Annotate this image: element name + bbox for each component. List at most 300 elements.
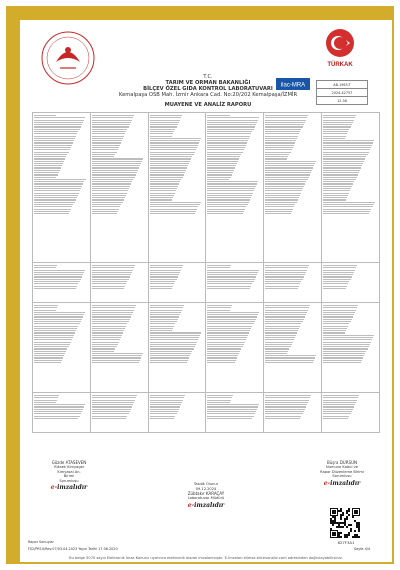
fine-print-line — [34, 286, 77, 287]
fine-print-line — [207, 133, 251, 134]
fine-print-line — [150, 190, 176, 191]
fine-print-line — [34, 288, 76, 289]
fine-print-line — [323, 209, 371, 210]
fine-print-line — [265, 193, 301, 194]
fine-print — [323, 395, 378, 419]
fine-print-line — [265, 400, 309, 401]
fine-print-line — [323, 140, 374, 141]
fine-print-line — [207, 281, 253, 282]
fine-print-line — [265, 332, 297, 333]
fine-print-line — [34, 163, 63, 164]
fine-print-line — [92, 133, 125, 134]
fine-print-line — [34, 397, 58, 398]
fine-print-line — [150, 142, 199, 143]
fine-print-line — [34, 276, 82, 277]
fine-print-line — [323, 281, 349, 282]
fine-print-line — [265, 395, 311, 396]
fine-print-line — [323, 152, 369, 153]
fine-print-line — [150, 362, 187, 363]
fine-print-line — [207, 117, 259, 118]
qr-module — [346, 512, 348, 514]
fine-print-line — [34, 353, 65, 354]
signature-right — [306, 460, 378, 487]
fine-print-line — [34, 126, 81, 127]
qr-module — [340, 522, 342, 524]
fine-print-line — [207, 199, 249, 200]
qr-module — [358, 524, 360, 526]
fine-print-line — [34, 199, 76, 200]
qr-module — [336, 526, 338, 528]
fine-print-line — [207, 323, 253, 324]
fine-print-line — [323, 181, 354, 182]
qr-module — [356, 524, 358, 526]
fine-print — [323, 265, 378, 289]
fine-print-line — [323, 328, 347, 329]
fine-print-line — [34, 283, 78, 284]
fine-print-line — [34, 342, 71, 343]
qr-module — [340, 526, 342, 528]
fine-print-line — [207, 136, 250, 137]
qr-module — [346, 510, 348, 512]
fine-print-line — [265, 335, 296, 336]
fine-print — [207, 115, 262, 214]
table-cell — [148, 393, 206, 433]
fine-print-line — [34, 195, 78, 196]
fine-print-line — [265, 270, 307, 271]
qr-module — [358, 522, 360, 524]
fine-print — [150, 395, 205, 419]
qr-module — [352, 516, 354, 518]
fine-print-line — [265, 147, 292, 148]
fine-print-line — [323, 183, 353, 184]
qr-module — [338, 510, 340, 512]
fine-print-line — [323, 360, 362, 361]
fine-print-line — [265, 288, 298, 289]
fine-print-line — [34, 272, 84, 273]
fine-print — [207, 305, 262, 363]
fine-print-line — [207, 307, 231, 308]
fine-print-line — [34, 115, 56, 116]
fine-print-line — [92, 286, 125, 287]
qr-module — [332, 516, 334, 518]
fine-print-line — [207, 279, 254, 280]
qr-module — [348, 514, 350, 516]
qr-module — [338, 524, 340, 526]
fine-print-line — [34, 326, 78, 327]
fine-print-line — [150, 397, 185, 398]
fine-print-line — [150, 267, 182, 268]
table-cell — [148, 113, 206, 263]
fine-print-line — [207, 188, 255, 189]
fine-print-line — [150, 339, 198, 340]
fine-print-line — [207, 276, 255, 277]
fine-print — [92, 265, 147, 289]
fine-print-line — [92, 357, 141, 358]
fine-print-line — [265, 142, 295, 143]
fine-print — [323, 305, 378, 363]
fine-print — [34, 395, 89, 419]
fine-print-line — [34, 305, 58, 306]
fine-print-line — [265, 310, 308, 311]
fine-print-line — [323, 307, 357, 308]
fine-print-line — [150, 179, 182, 180]
fine-print-line — [150, 411, 178, 412]
fine-print-line — [207, 400, 231, 401]
fine-print-line — [150, 156, 193, 157]
fine-print-line — [150, 353, 192, 354]
fine-print-line — [92, 332, 123, 333]
fine-print-line — [323, 170, 360, 171]
fine-print-line — [92, 344, 118, 345]
fine-print-line — [265, 120, 306, 121]
fine-print-line — [323, 416, 349, 417]
fine-print-line — [323, 206, 372, 207]
fine-print-line — [34, 346, 69, 347]
fine-print-line — [92, 129, 128, 130]
qr-module — [358, 530, 360, 532]
fine-print-line — [265, 197, 298, 198]
fine-print-line — [265, 276, 303, 277]
fine-print-line — [150, 181, 181, 182]
fine-print-line — [34, 413, 81, 414]
fine-print-line — [265, 202, 296, 203]
fine-print-line — [265, 319, 303, 320]
fine-print-line — [150, 165, 188, 166]
fine-print-line — [323, 283, 348, 284]
fine-print-line — [92, 406, 132, 407]
fine-print-line — [150, 147, 197, 148]
fine-print-line — [323, 133, 347, 134]
fine-print-line — [207, 204, 247, 205]
fine-print-line — [207, 120, 257, 121]
fine-print-line — [150, 307, 183, 308]
table-cell — [33, 393, 91, 433]
fine-print-line — [150, 129, 176, 130]
fine-print-line — [150, 265, 183, 266]
fine-print-line — [150, 360, 188, 361]
fine-print-line — [323, 286, 347, 287]
fine-print-line — [323, 319, 352, 320]
fine-print-line — [34, 411, 82, 412]
table-cell — [322, 113, 380, 263]
fine-print-line — [265, 156, 288, 157]
fine-print-line — [323, 190, 350, 191]
qr-module — [330, 518, 332, 520]
table-cell — [322, 263, 380, 303]
fine-print-line — [34, 267, 56, 268]
fine-print-line — [34, 177, 56, 178]
signer-dept: Kimyasal An. — [57, 469, 81, 474]
fine-print-line — [323, 193, 349, 194]
fine-print-line — [150, 328, 174, 329]
fine-print — [92, 305, 147, 363]
fine-print-line — [323, 129, 349, 130]
fine-print-line — [92, 409, 131, 410]
qr-module — [336, 522, 338, 524]
fine-print-line — [323, 402, 356, 403]
fine-print-line — [265, 326, 300, 327]
fine-print-line — [92, 270, 133, 271]
fine-print-line — [323, 342, 371, 343]
fine-print-line — [207, 181, 258, 182]
fine-print-line — [265, 411, 303, 412]
fine-print-line — [207, 339, 245, 340]
fine-print-line — [92, 202, 123, 203]
qr-module — [346, 516, 348, 518]
fine-print-line — [265, 122, 304, 123]
fine-print-line — [34, 416, 80, 417]
fine-print-line — [265, 206, 294, 207]
e-signature-notice: Bu belge 5070 sayılı Elektronik İmza Kanunu uyarınca elektronik olarak imzalanmıştır. E-İmzaları elimsa.bilcevanaliz.com adresinden doğrulayabilirsiniz. — [69, 556, 343, 560]
fine-print-line — [323, 202, 375, 203]
fine-print-line — [207, 355, 238, 356]
fine-print-line — [34, 337, 73, 338]
fine-print-line — [34, 400, 57, 401]
fine-print-line — [265, 213, 291, 214]
fine-print-line — [92, 335, 122, 336]
fine-print-line — [34, 362, 61, 363]
fine-print-line — [265, 272, 306, 273]
fine-print-line — [323, 165, 362, 166]
qr-module — [334, 518, 336, 520]
fine-print-line — [207, 145, 245, 146]
qr-module — [358, 528, 360, 530]
fine-print-line — [265, 281, 301, 282]
fine-print-line — [265, 337, 295, 338]
fine-print-line — [150, 195, 174, 196]
qr-module — [342, 514, 344, 516]
fine-print-line — [265, 211, 292, 212]
fine-print-line — [150, 310, 182, 311]
qr-module — [338, 536, 340, 538]
fine-print-line — [150, 199, 172, 200]
table-cell — [206, 113, 264, 263]
qr-module — [344, 520, 346, 522]
fine-print-line — [207, 179, 229, 180]
fine-print-line — [34, 136, 76, 137]
fine-print-line — [323, 131, 348, 132]
table-cell — [148, 263, 206, 303]
qr-module — [338, 532, 340, 534]
fine-print-line — [207, 418, 252, 419]
fine-print-line — [207, 335, 248, 336]
fine-print-line — [323, 288, 346, 289]
fine-print-line — [207, 209, 245, 210]
fine-print-line — [207, 346, 242, 347]
fine-print-line — [34, 418, 78, 419]
fine-print-line — [34, 183, 83, 184]
fine-print-line — [34, 174, 58, 175]
table-cell — [33, 113, 91, 263]
fine-print-line — [323, 332, 345, 333]
fine-print-line — [34, 339, 72, 340]
fine-print-line — [150, 172, 185, 173]
qr-module — [350, 528, 352, 530]
fine-print-line — [207, 310, 229, 311]
fine-print-line — [150, 145, 198, 146]
fine-print-line — [92, 395, 138, 396]
fine-print-line — [265, 346, 290, 347]
fine-print-line — [92, 339, 120, 340]
fine-print-line — [92, 204, 122, 205]
fine-print-line — [92, 281, 128, 282]
table-cell — [90, 303, 148, 393]
fine-print-line — [265, 170, 312, 171]
fine-print-line — [34, 360, 62, 361]
fine-print-line — [34, 204, 73, 205]
fine-print-line — [207, 202, 248, 203]
fine-print-line — [207, 170, 233, 171]
signer-name: Büşra DURSUN — [327, 460, 357, 465]
fine-print — [265, 265, 320, 289]
fine-print-line — [92, 413, 129, 414]
fine-print-line — [92, 179, 134, 180]
fine-print-line — [92, 411, 130, 412]
fine-print-line — [323, 310, 356, 311]
fine-print-line — [150, 305, 185, 306]
fine-print-line — [265, 348, 289, 349]
fine-print-line — [150, 351, 193, 352]
fine-print-line — [207, 402, 229, 403]
fine-print-line — [150, 206, 199, 207]
fine-print-line — [34, 395, 59, 396]
fine-print-line — [207, 404, 259, 405]
fine-print-line — [92, 328, 125, 329]
fine-print-line — [207, 193, 253, 194]
fine-print-line — [34, 211, 70, 212]
fine-print-line — [207, 206, 246, 207]
fine-print-line — [34, 265, 57, 266]
fine-print-line — [323, 397, 358, 398]
fine-print-line — [150, 152, 195, 153]
fine-print-line — [265, 265, 309, 266]
fine-print-line — [207, 272, 257, 273]
accreditation-id: AB-1965-T — [317, 81, 368, 89]
header-address: Kemalpaşa OSB Mah. İzmir Ankara Cad. No:20/202 Kemalpaşa/İZMİR — [118, 92, 298, 99]
fine-print-line — [265, 321, 302, 322]
approval-label: Tasdik Olunur — [193, 482, 219, 486]
fine-print-line — [92, 326, 127, 327]
qr-module — [338, 522, 340, 524]
fine-print-line — [92, 337, 121, 338]
fine-print-line — [265, 161, 316, 162]
fine-print-line — [150, 188, 177, 189]
fine-print-line — [150, 274, 179, 275]
fine-print-line — [323, 337, 373, 338]
fine-print-line — [92, 276, 130, 277]
fine-print-line — [265, 339, 294, 340]
fine-print-line — [207, 397, 232, 398]
fine-print-line — [265, 165, 314, 166]
fine-print-line — [92, 418, 127, 419]
fine-print-line — [150, 330, 172, 331]
fine-print-line — [265, 360, 314, 361]
fine-print-line — [92, 147, 119, 148]
fine-print-line — [207, 158, 239, 159]
fine-print-line — [323, 355, 364, 356]
table-cell — [322, 303, 380, 393]
fine-print — [34, 305, 89, 363]
fine-print-line — [34, 213, 69, 214]
fine-print-line — [150, 342, 197, 343]
fine-print-line — [92, 199, 124, 200]
fine-print-line — [34, 179, 86, 180]
fine-print-line — [34, 165, 62, 166]
report-number: 2024-42757 — [317, 89, 368, 97]
fine-print-line — [265, 138, 297, 139]
fine-print-line — [34, 351, 66, 352]
qr-module — [350, 524, 352, 526]
fine-print-line — [323, 335, 374, 336]
fine-print-line — [34, 167, 61, 168]
qr-module — [340, 508, 342, 510]
qr-module — [340, 514, 342, 516]
fine-print-line — [207, 167, 234, 168]
signer-role: Laboratuvar Müdürü — [187, 496, 225, 501]
fine-print-line — [323, 323, 349, 324]
fine-print-line — [34, 206, 72, 207]
fine-print-line — [207, 149, 243, 150]
fine-print-line — [207, 328, 251, 329]
fine-print-line — [323, 138, 345, 139]
fine-print-line — [265, 195, 300, 196]
fine-print-line — [207, 286, 251, 287]
fine-print-line — [92, 283, 127, 284]
fine-print-line — [92, 312, 133, 313]
fine-print-line — [92, 163, 141, 164]
page-number: Sayfa 4/4 — [354, 547, 371, 551]
fine-print-line — [207, 411, 255, 412]
fine-print-line — [150, 355, 191, 356]
fine-print-line — [323, 154, 367, 155]
fine-print-line — [207, 330, 250, 331]
fine-print-line — [207, 177, 230, 178]
fine-print-line — [92, 117, 133, 118]
signer-name: Zübtakır KARAÇAY — [187, 491, 225, 497]
fine-print-line — [92, 316, 131, 317]
fine-print-line — [207, 115, 229, 116]
table-cell — [206, 393, 264, 433]
fine-print-line — [150, 314, 180, 315]
signer-role: Sorumlusu — [332, 474, 352, 479]
gold-border — [6, 6, 394, 564]
approval-date: 09.12.2024 — [195, 486, 217, 491]
fine-print-line — [265, 131, 300, 132]
fine-print-line — [207, 312, 259, 313]
fine-print-line — [323, 136, 346, 137]
qr-module — [348, 532, 350, 534]
qr-module — [342, 522, 344, 524]
fine-print-line — [92, 213, 117, 214]
fine-print-line — [207, 140, 248, 141]
fine-print-line — [207, 337, 246, 338]
fine-print-line — [34, 124, 82, 125]
fine-print-line — [265, 186, 304, 187]
fine-print-line — [323, 413, 350, 414]
fine-print-line — [265, 397, 310, 398]
fine-print-line — [207, 183, 257, 184]
signer-title: Numune Kabul ve — [326, 465, 358, 469]
fine-print-line — [323, 174, 358, 175]
fine-print-line — [150, 337, 199, 338]
fine-print-line — [150, 406, 180, 407]
fine-print-line — [92, 161, 142, 162]
fine-print-line — [207, 163, 237, 164]
fine-print-line — [34, 314, 84, 315]
fine-print-line — [265, 404, 307, 405]
fine-print-line — [323, 120, 354, 121]
fine-print-line — [323, 344, 370, 345]
